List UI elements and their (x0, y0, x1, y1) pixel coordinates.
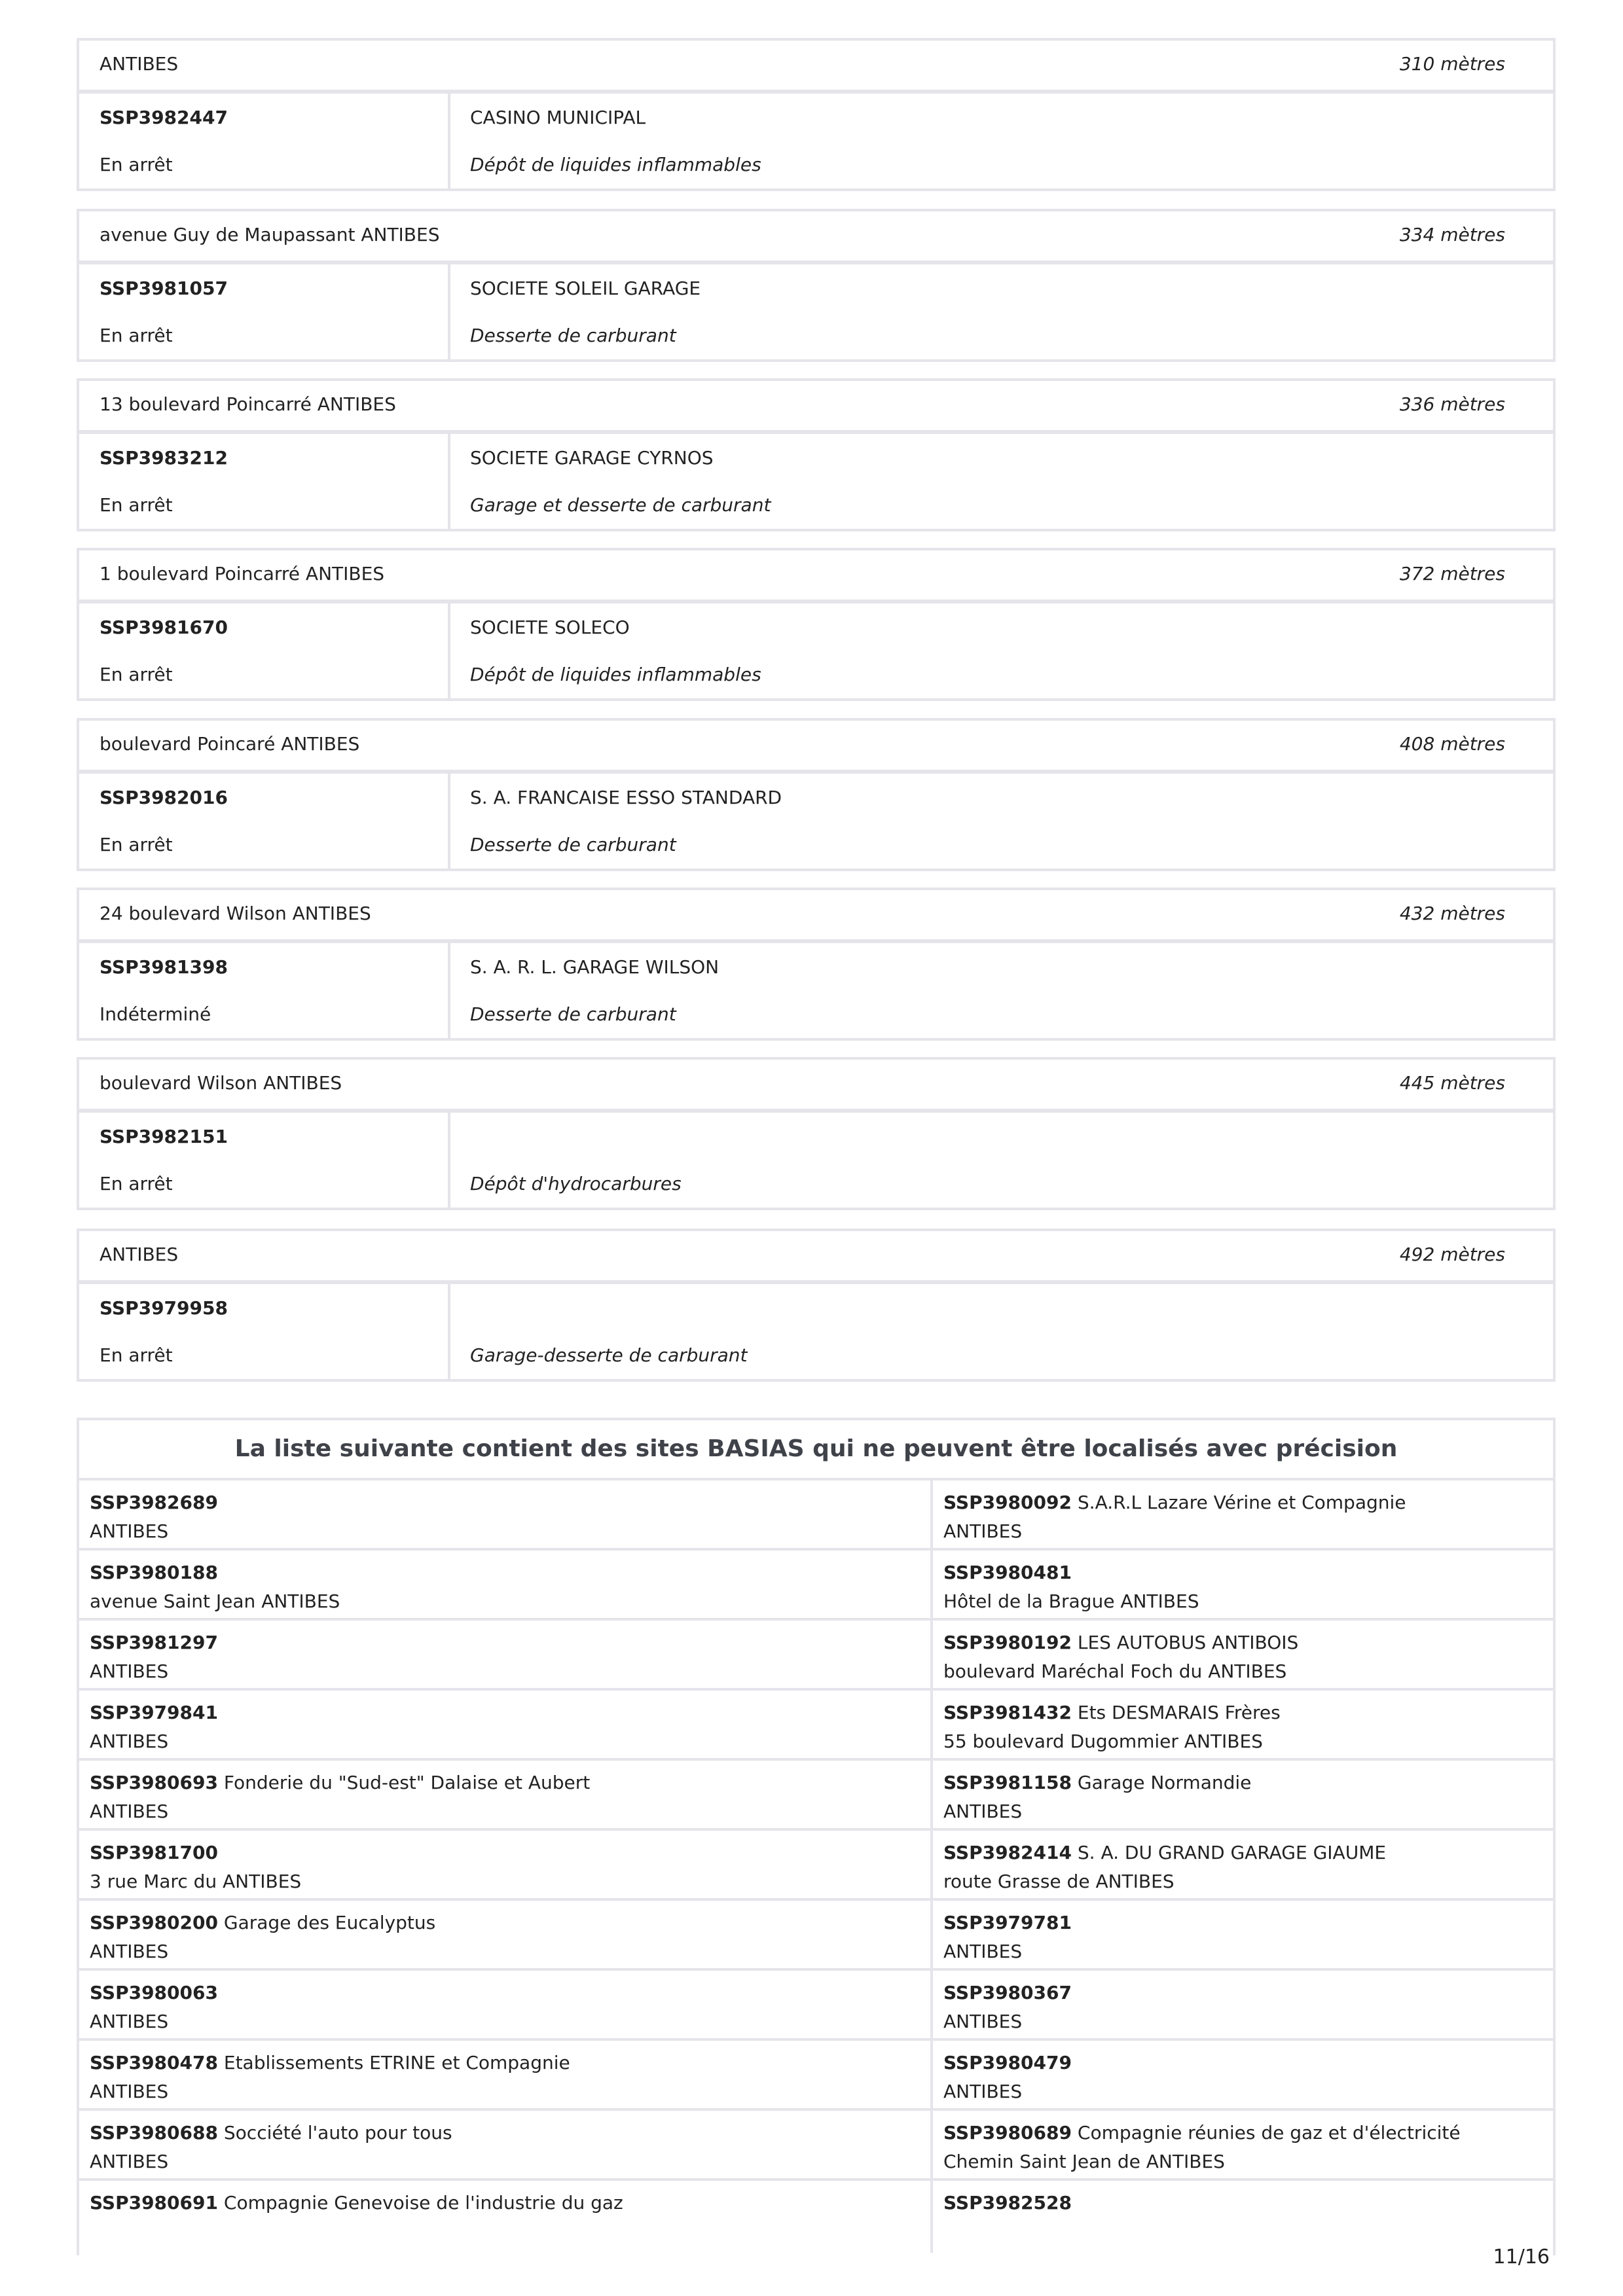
list-item-code: SSP3982689 (90, 1492, 218, 1513)
list-item-code: SSP3980479 (943, 2052, 1072, 2073)
list-item-name: LES AUTOBUS ANTIBOIS (1077, 1632, 1299, 1653)
list-cell (933, 1551, 1556, 1618)
site-card-body (79, 774, 1553, 869)
site-card-header (79, 550, 1553, 603)
list-item-code: SSP3982414 (943, 1842, 1072, 1863)
site-card (77, 1229, 1556, 1382)
site-distance: 408 mètres (1399, 733, 1505, 755)
list-item-code: SSP3980063 (90, 1982, 218, 2003)
list-item-code: SSP3980200 (90, 1912, 218, 1933)
list-cell (79, 1691, 933, 1758)
list-item-name: S.A.R.L Lazare Vérine et Compagnie (1077, 1492, 1406, 1513)
site-card (77, 548, 1556, 701)
site-state: Indéterminé (100, 1003, 211, 1025)
site-name: CASINO MUNICIPAL (470, 107, 646, 128)
list-item-address: ANTIBES (943, 1801, 1023, 1822)
site-card-header (79, 890, 1553, 943)
list-item-code: SSP3981297 (90, 1632, 218, 1653)
site-activity: Garage-desserte de carburant (470, 1344, 748, 1366)
list-row (79, 1761, 1553, 1831)
site-code: SSP3981398 (100, 956, 228, 978)
site-address: boulevard Poincaré ANTIBES (100, 733, 360, 755)
site-activity: Dépôt de liquides inflammables (470, 154, 761, 175)
site-activity: Desserte de carburant (470, 1003, 676, 1025)
site-card-header (79, 211, 1553, 264)
list-item-address: boulevard Maréchal Foch du ANTIBES (943, 1660, 1287, 1682)
site-activity: Desserte de carburant (470, 834, 676, 855)
site-address: boulevard Wilson ANTIBES (100, 1072, 342, 1094)
site-name: SOCIETE SOLEIL GARAGE (470, 278, 701, 299)
site-card (77, 1057, 1556, 1210)
list-cell (933, 1621, 1556, 1688)
list-cell (79, 2111, 933, 2178)
list-cell (933, 2111, 1556, 2178)
list-item-name: Ets DESMARAIS Frères (1077, 1702, 1281, 1723)
list-item-code: SSP3981700 (90, 1842, 218, 1863)
list-item-name: Fonderie du "Sud-est" Dalaise et Aubert (223, 1772, 591, 1793)
list-item-name: Compagnie Genevoise de l'industrie du gaz (223, 2192, 623, 2214)
list-row (79, 1551, 1553, 1621)
site-card-body (79, 943, 1553, 1038)
list-cell (79, 2181, 933, 2253)
site-card-body (79, 94, 1553, 188)
site-code: SSP3982447 (100, 107, 228, 128)
list-item-name: Garage Normandie (1077, 1772, 1252, 1793)
list-cell (933, 1480, 1556, 1548)
list-cell (79, 1480, 933, 1548)
list-item-address: avenue Saint Jean ANTIBES (90, 1590, 340, 1612)
site-card-header (79, 721, 1553, 774)
site-state: En arrêt (100, 834, 173, 855)
site-code: SSP3981670 (100, 617, 228, 638)
site-card (77, 378, 1556, 531)
site-code: SSP3982016 (100, 787, 228, 808)
list-item-name: S. A. DU GRAND GARAGE GIAUME (1077, 1842, 1387, 1863)
list-item-code: SSP3981158 (943, 1772, 1072, 1793)
list-item-code: SSP3979841 (90, 1702, 218, 1723)
list-row (79, 2111, 1553, 2181)
site-name: S. A. FRANCAISE ESSO STANDARD (470, 787, 782, 808)
list-cell (79, 1971, 933, 2038)
site-card-header (79, 41, 1553, 94)
site-code: SSP3982151 (100, 1126, 228, 1147)
list-row (79, 1971, 1553, 2041)
list-item-name: Socciété l'auto pour tous (223, 2122, 452, 2144)
list-cell (933, 2181, 1556, 2253)
list-cell (933, 1761, 1556, 1828)
list-item-address: ANTIBES (90, 1801, 169, 1822)
list-item-code: SSP3980478 (90, 2052, 218, 2073)
site-distance: 334 mètres (1399, 224, 1505, 245)
site-card (77, 209, 1556, 362)
list-item-code: SSP3980188 (90, 1562, 218, 1583)
site-activity: Garage et desserte de carburant (470, 494, 771, 516)
site-distance: 445 mètres (1399, 1072, 1505, 1094)
list-item-code: SSP3980481 (943, 1562, 1072, 1583)
site-card-body (79, 264, 1553, 359)
list-cell (933, 1831, 1556, 1898)
list-item-address: ANTIBES (90, 2011, 169, 2032)
list-item-code: SSP3980192 (943, 1632, 1072, 1653)
list-item-name: Compagnie réunies de gaz et d'électricité (1077, 2122, 1461, 2144)
site-card-body (79, 603, 1553, 698)
list-item-address: ANTIBES (943, 2081, 1023, 2102)
list-row (79, 2181, 1553, 2253)
site-distance: 492 mètres (1399, 1244, 1505, 1265)
site-distance: 432 mètres (1399, 903, 1505, 924)
list-cell (79, 1551, 933, 1618)
basias-list (77, 1418, 1556, 2255)
site-address: 1 boulevard Poincarré ANTIBES (100, 563, 385, 584)
basias-list-title: La liste suivante contient des sites BASIAS qui ne peuvent être localisés avec précision (79, 1420, 1553, 1480)
site-name: S. A. R. L. GARAGE WILSON (470, 956, 720, 978)
site-card (77, 888, 1556, 1041)
list-item-name: Garage des Eucalyptus (223, 1912, 436, 1933)
list-item-address: Chemin Saint Jean de ANTIBES (943, 2151, 1225, 2172)
list-item-address: ANTIBES (90, 1660, 169, 1682)
basias-list-grid (79, 1480, 1553, 2253)
list-row (79, 1480, 1553, 1551)
site-distance: 336 mètres (1399, 393, 1505, 415)
list-item-address: 55 boulevard Dugommier ANTIBES (943, 1731, 1263, 1752)
site-address: 13 boulevard Poincarré ANTIBES (100, 393, 396, 415)
list-item-code: SSP3980688 (90, 2122, 218, 2144)
site-card-body (79, 434, 1553, 529)
list-item-code: SSP3980693 (90, 1772, 218, 1793)
list-item-code: SSP3982528 (943, 2192, 1072, 2214)
list-item-address: ANTIBES (90, 1520, 169, 1542)
site-card-header (79, 1060, 1553, 1113)
list-row (79, 1621, 1553, 1691)
site-activity: Dépôt d'hydrocarbures (470, 1173, 682, 1194)
site-name: SOCIETE SOLECO (470, 617, 630, 638)
site-card (77, 38, 1556, 191)
site-activity: Desserte de carburant (470, 325, 676, 346)
list-row (79, 2041, 1553, 2111)
list-cell (79, 1901, 933, 1968)
site-card-body (79, 1284, 1553, 1379)
site-state: En arrêt (100, 494, 173, 516)
site-distance: 310 mètres (1399, 53, 1505, 75)
list-item-address: Hôtel de la Brague ANTIBES (943, 1590, 1199, 1612)
list-cell (79, 2041, 933, 2108)
site-card-body (79, 1113, 1553, 1208)
list-item-code: SSP3980689 (943, 2122, 1072, 2144)
list-item-address: ANTIBES (943, 2011, 1023, 2032)
site-state: En arrêt (100, 664, 173, 685)
list-item-address: ANTIBES (90, 1731, 169, 1752)
list-item-address: ANTIBES (90, 1941, 169, 1962)
site-state: En arrêt (100, 325, 173, 346)
list-item-code: SSP3980691 (90, 2192, 218, 2214)
list-cell (933, 1971, 1556, 2038)
list-row (79, 1901, 1553, 1971)
list-item-address: ANTIBES (943, 1520, 1023, 1542)
list-item-address: ANTIBES (90, 2151, 169, 2172)
site-code: SSP3981057 (100, 278, 228, 299)
list-cell (933, 1901, 1556, 1968)
list-item-name: Etablissements ETRINE et Compagnie (223, 2052, 570, 2073)
site-state: En arrêt (100, 1344, 173, 1366)
list-cell (79, 1761, 933, 1828)
site-address: 24 boulevard Wilson ANTIBES (100, 903, 371, 924)
list-item-address: ANTIBES (943, 1941, 1023, 1962)
site-address: ANTIBES (100, 53, 179, 75)
site-card-header (79, 381, 1553, 434)
list-row (79, 1691, 1553, 1761)
list-item-code: SSP3980367 (943, 1982, 1072, 2003)
list-item-address: ANTIBES (90, 2081, 169, 2102)
list-cell (79, 1621, 933, 1688)
list-item-code: SSP3981432 (943, 1702, 1072, 1723)
list-cell (933, 2041, 1556, 2108)
site-name: SOCIETE GARAGE CYRNOS (470, 447, 714, 469)
site-address: ANTIBES (100, 1244, 179, 1265)
list-cell (933, 1691, 1556, 1758)
site-state: En arrêt (100, 154, 173, 175)
list-cell (79, 1831, 933, 1898)
site-code: SSP3979958 (100, 1297, 228, 1319)
site-address: avenue Guy de Maupassant ANTIBES (100, 224, 440, 245)
site-activity: Dépôt de liquides inflammables (470, 664, 761, 685)
list-item-code: SSP3980092 (943, 1492, 1072, 1513)
site-card (77, 718, 1556, 871)
site-card-header (79, 1231, 1553, 1284)
list-row (79, 1831, 1553, 1901)
site-code: SSP3983212 (100, 447, 228, 469)
list-item-address: route Grasse de ANTIBES (943, 1871, 1175, 1892)
page-number: 11/16 (1493, 2246, 1550, 2269)
list-item-code: SSP3979781 (943, 1912, 1072, 1933)
site-state: En arrêt (100, 1173, 173, 1194)
list-item-address: 3 rue Marc du ANTIBES (90, 1871, 302, 1892)
site-distance: 372 mètres (1399, 563, 1505, 584)
